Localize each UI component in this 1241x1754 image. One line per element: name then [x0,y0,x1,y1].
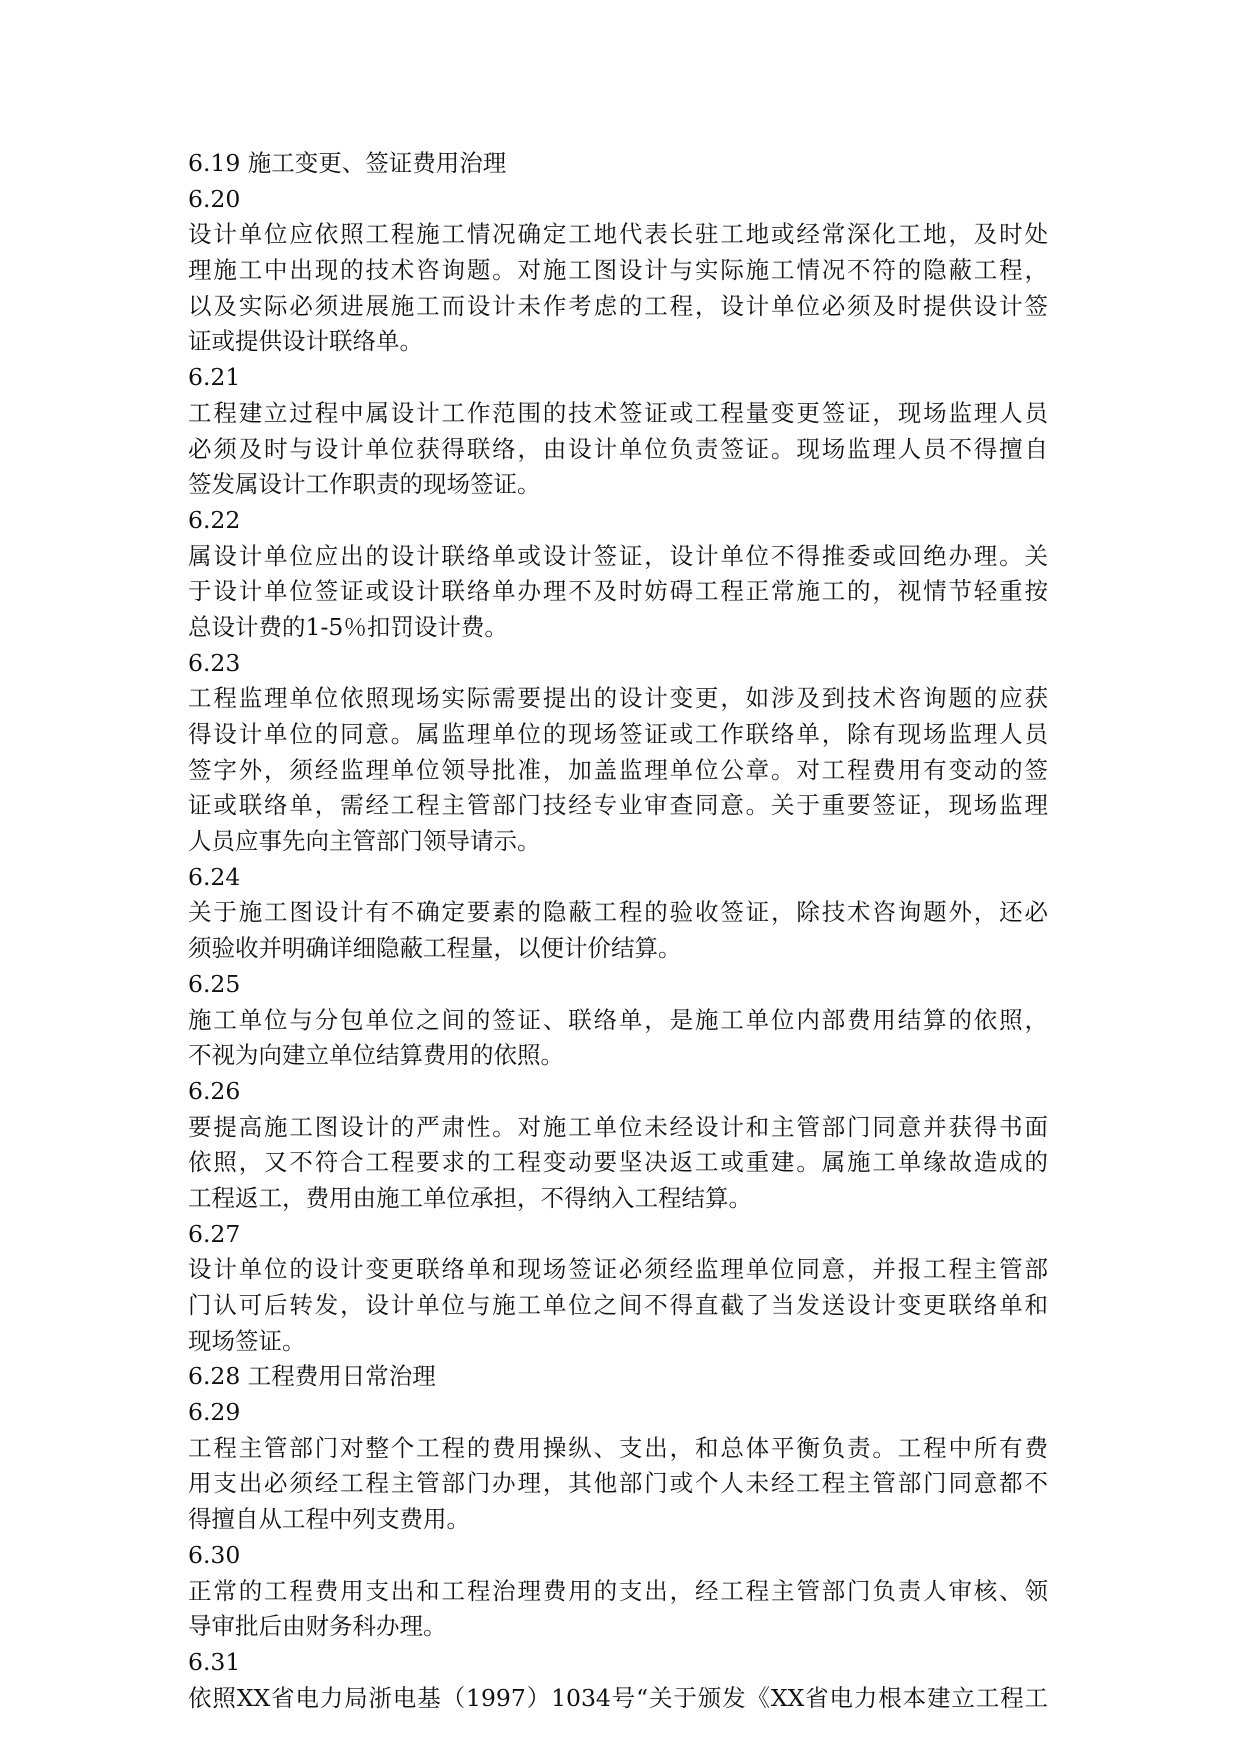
paragraph-line: 依照，又不符合工程要求的工程变动要坚决返工或重建。属施工单缘故造成的 [188,1148,1048,1177]
paragraph-line: 人员应事先向主管部门领导请示。 [188,827,541,856]
paragraph-line: 工程返工，费用由施工单位承担，不得纳入工程结算。 [188,1183,752,1212]
paragraph [188,539,1048,646]
paragraph [188,1110,1048,1217]
paragraph [188,217,1048,360]
paragraph-line: 得擅自从工程中列支费用。 [188,1505,470,1534]
paragraph-line: 必须及时与设计单位获得联络，由设计单位负责签证。现场监理人员不得擅自 [188,434,1048,463]
section-heading: 6.26 [188,1076,241,1105]
paragraph [188,895,1048,966]
section-heading: 6.24 [188,862,241,891]
paragraph-line: 正常的工程费用支出和工程治理费用的支出，经工程主管部门负责人审核、领 [188,1576,1048,1605]
paragraph-line: 要提高施工图设计的严肃性。对施工单位未经设计和主管部门同意并获得书面 [188,1112,1048,1141]
document-body [188,146,1048,1716]
paragraph-line: 用支出必须经工程主管部门办理，其他部门或个人未经工程主管部门同意都不 [188,1469,1048,1498]
section-heading: 6.21 [188,363,241,392]
paragraph-line: 签发属设计工作职责的现场签证。 [188,470,541,499]
section-heading: 6.31 [188,1647,241,1676]
paragraph [188,681,1048,859]
paragraph-line: 属设计单位应出的设计联络单或设计签证，设计单位不得推委或回绝办理。关 [188,541,1048,570]
paragraph [188,1003,1048,1074]
paragraph-line: 工程主管部门对整个工程的费用操纵、支出，和总体平衡负责。工程中所有费 [188,1433,1048,1462]
paragraph [188,1681,1048,1717]
paragraph-line: 设计单位的设计变更联络单和现场签证必须经监理单位同意，并报工程主管部 [188,1255,1048,1284]
paragraph-line: 签字外，须经监理单位领导批准，加盖监理单位公章。对工程费用有变动的签 [188,755,1048,784]
paragraph [188,1574,1048,1645]
paragraph-line: 证或提供设计联络单。 [188,327,423,356]
paragraph-line: 关于施工图设计有不确定要素的隐蔽工程的验收签证，除技术咨询题外，还必 [188,898,1048,927]
section-heading: 6.28 工程费用日常治理 [188,1362,436,1391]
paragraph-line: 导审批后由财务科办理。 [188,1612,447,1641]
paragraph [188,396,1048,503]
paragraph-line: 工程建立过程中属设计工作范围的技术签证或工程量变更签证，现场监理人员 [188,398,1048,427]
paragraph-line: 证或联络单，需经工程主管部门技经专业审查同意。关于重要签证，现场监理 [188,791,1048,820]
paragraph-line: 现场签证。 [188,1326,306,1355]
paragraph-line: 以及实际必须进展施工而设计未作考虑的工程，设计单位必须及时提供设计签 [188,291,1048,320]
paragraph [188,1431,1048,1538]
paragraph-line: 工程监理单位依照现场实际需要提出的设计变更，如涉及到技术咨询题的应获 [188,684,1048,713]
paragraph-line: 于设计单位签证或设计联络单办理不及时妨碍工程正常施工的，视情节轻重按 [188,577,1048,606]
paragraph-line: 总设计费的1-5％扣罚设计费。 [188,612,508,641]
paragraph-line: 门认可后转发，设计单位与施工单位之间不得直截了当发送设计变更联络单和 [188,1291,1048,1319]
section-heading: 6.20 [188,184,241,213]
section-heading: 6.19 施工变更、签证费用治理 [188,149,507,177]
section-heading: 6.25 [188,969,241,998]
paragraph-line: 理施工中出现的技术咨询题。对施工图设计与实际施工情况不符的隐蔽工程， [188,256,1048,285]
section-heading: 6.29 [188,1398,241,1427]
paragraph-line: 不视为向建立单位结算费用的依照。 [188,1041,564,1070]
section-heading: 6.27 [188,1219,241,1248]
paragraph-line: 施工单位与分包单位之间的签证、联络单，是施工单位内部费用结算的依照， [188,1005,1048,1034]
section-heading: 6.23 [188,648,241,677]
section-heading: 6.30 [188,1540,241,1569]
paragraph-line: 依照XX省电力局浙电基（1997）1034号“关于颁发《XX省电力根本建立工程工 [188,1683,1048,1712]
paragraph-line: 须验收并明确详细隐蔽工程量，以便计价结算。 [188,934,682,963]
paragraph-line: 得设计单位的同意。属监理单位的现场签证或工作联络单，除有现场监理人员 [188,720,1048,748]
section-heading: 6.22 [188,505,241,534]
paragraph-line: 设计单位应依照工程施工情况确定工地代表长驻工地或经常深化工地，及时处 [188,220,1048,249]
paragraph [188,1252,1048,1359]
